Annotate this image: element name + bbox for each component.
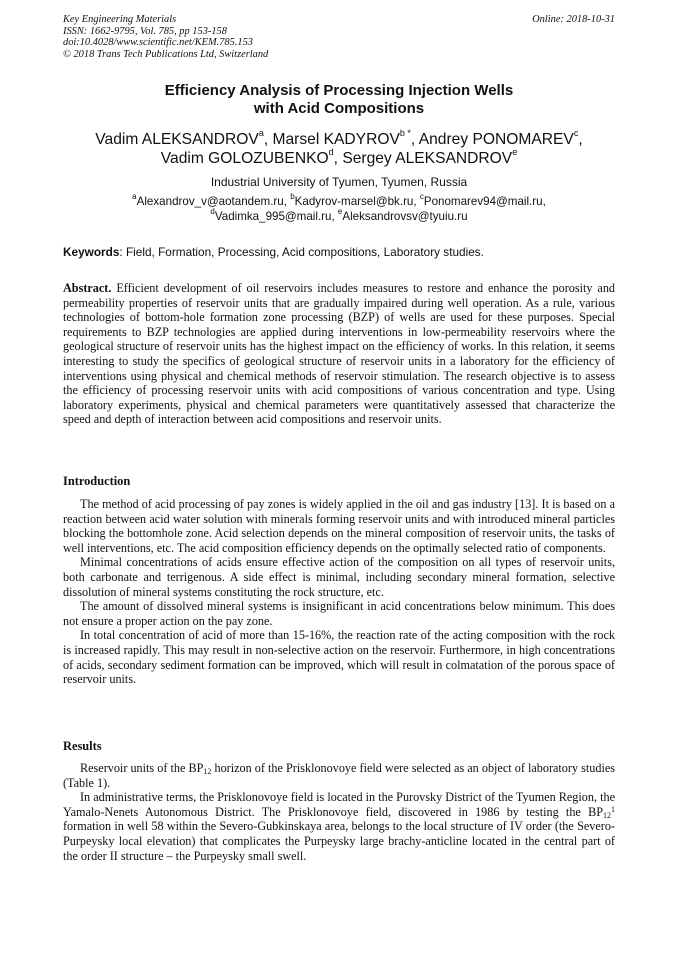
title-line-1: Efficiency Analysis of Processing Injection Wells [164, 82, 514, 99]
email-link[interactable]: Alexandrov_v@aotandem.ru [136, 195, 284, 208]
paper-title [63, 82, 615, 118]
email-link[interactable]: Ponomarev94@mail.ru [423, 195, 543, 208]
author-mark: b * [399, 127, 411, 138]
author-mark: a [258, 127, 264, 138]
paragraph: Reservoir units of the $BP_{12}$ horizon of the Prisklonovoye field were selected as an object of laboratory studies (Table 1). [63, 761, 615, 790]
keywords-label: Keywords [63, 245, 120, 259]
paragraph: In administrative terms, the Prisklonovoye field is located in the Purovsky District of the Tyumen Region, the Yamalo-Nenets Autonomous District. The Prisklonovoye field, discovered in 1986 by testing the $BP_{12}^1$ formation in well 58 within the Severo-Gubkinskaya area, belongs to the local structure of IV order (the Severo-Purpeysky local elevation) that complicates the Purpeysky large brachy-anticline located in the central part of the order II structure – the Purpeysky small swell. [63, 790, 615, 863]
email-link[interactable]: Kadyrov-marsel@bk.ru [294, 195, 414, 208]
author-list [63, 127, 615, 168]
author-mark: d [328, 146, 334, 157]
author-line-1: Vadim ALEKSANDROV$^a$, Marsel $KADYROV^{b *}$, Andrey PONOMAREV$^c$, [95, 127, 583, 148]
journal-header [63, 14, 615, 60]
title-line-2: with Acid Compositions [253, 100, 425, 117]
keywords [63, 245, 615, 260]
paragraph: Minimal concentrations of acids ensure effective action of the composition on all types of reservoir units, both carbonate and terrigenous. A side effect is minimal, including secondary mineral formation, selective dissolution of mineral systems constituting the rock structure, etc. [63, 555, 615, 599]
author-name: Vadim ALEKSANDROV [95, 131, 259, 148]
copyright-line: © 2018 Trans Tech Publications Ltd, Switzerland [63, 48, 269, 60]
author-name: Andrey PONOMAREV [418, 131, 574, 148]
paragraph: The method of acid processing of pay zones is widely applied in the oil and gas industry [13]. It is based on a reaction between acid water solution with minerals forming reservoir units and with introduced mineral particles blocking the bottomhole zone. Acid selection depends on the mineral composition of reservoir units, the tasks of well interventions, etc. The acid composition efficiency depends on the optimally selected ratio of components. [63, 497, 615, 555]
email-link[interactable]: Aleksandrovsv@tyuiu.ru [342, 209, 468, 223]
section-heading-introduction: Introduction [63, 474, 131, 488]
online-date: Online: 2018-10-31 [532, 14, 615, 25]
email-line-2: $^d$Vadimka_995@mail.ru, $^e$Aleksandrovsv@tyuiu.ru [210, 206, 468, 223]
keywords-text: : Field, Formation, Processing, Acid compositions, Laboratory studies. [119, 245, 484, 259]
author-name: Vadim GOLOZUBENKO [160, 150, 329, 167]
journal-name: Key Engineering Materials [63, 14, 177, 25]
abstract-label: Abstract. [63, 281, 112, 295]
email-line-1: $^a$Alexandrov_v@aotandem.ru, $^b$Kadyrov-marsel@bk.ru, $^c$Ponomarev94@mail.ru, [132, 192, 546, 208]
issn-line: ISSN: 1662-9795, Vol. 785, pp 153-158 [63, 25, 227, 37]
paragraph: The amount of dissolved mineral systems is insignificant in acid concentrations below minimum. This does not ensure a proper action on the pay zone. [63, 599, 615, 628]
affiliation: Industrial University of Tyumen, Tyumen, Russia [210, 175, 468, 189]
author-mark: c [573, 127, 579, 138]
email-link[interactable]: Vadimka_995@mail.ru [214, 209, 332, 223]
results-body [63, 761, 615, 863]
author-emails [63, 192, 615, 224]
author-name: Sergey ALEKSANDROV [342, 150, 513, 167]
paragraph: In total concentration of acid of more than 15-16%, the reaction rate of the acting composition with the rock is increased rapidly. This may result in non-selective action on the reservoir. Furthermore, in high concentrations of acids, secondary sediment formation can be improved, which will result in colmatation of the porous space of reservoir units. [63, 628, 615, 687]
abstract-text: Efficient development of oil reservoirs includes measures to restore and enhance the porosity and permeability properties of reservoir units that are gradually impaired during well operation. As a rule, various technologies of bottom-hole formation zone processing (BZP) of wells are used for these purposes. Special requirements to BZP technologies are applied during interventions in low-permeability reservoirs where the geological structure of reservoir units has the highest impact on the efficiency of works. In this relation, it seems interesting to study the specifics of geological structure of reservoir units in a laboratory for the efficiency of interventions using physical and chemical methods of reservoir stimulation. The research objective is to assess the efficiency of processing reservoir units with acid compositions of various concentration and type. Using laboratory experiments, physical and chemical parameters were quantitatively assessed that characterize the speed and depth of interaction between acid compositions and reservoir units. [63, 281, 616, 427]
introduction-body [63, 497, 615, 687]
author-name: Marsel KADYROV [272, 131, 400, 148]
section-heading-results: Results [63, 739, 102, 753]
author-mark: e [512, 146, 518, 157]
doi-line: doi:10.4028/www.scientific.net/KEM.785.153 [63, 37, 253, 49]
author-line-2: Vadim GOLOZUBENKO$^d$, Sergey ALEKSANDROV$^e$ [160, 146, 518, 167]
abstract [63, 281, 615, 427]
